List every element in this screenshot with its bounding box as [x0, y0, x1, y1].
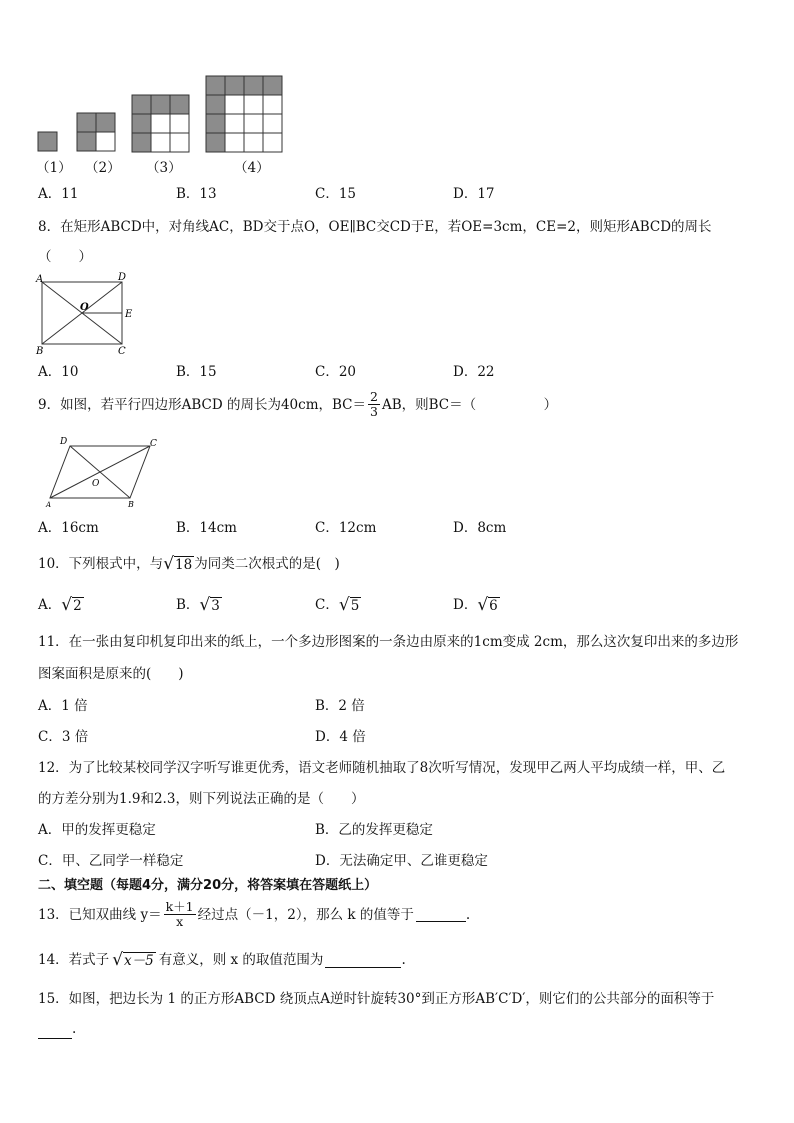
q10-option-a-radical: [61, 596, 83, 614]
q14-end: .: [401, 952, 406, 968]
q9-option-c[interactable]: C．12cm: [315, 520, 377, 536]
q13-frac-den: x: [176, 914, 184, 929]
q9-label-c: C: [150, 439, 157, 449]
q9-stem-post: AB，则BC＝（ ）: [381, 396, 558, 413]
q12-option-c[interactable]: C．甲、乙同学一样稳定: [38, 853, 184, 869]
q8-stem-line2: （ ）: [38, 249, 92, 265]
q9-frac-den: 3: [370, 404, 378, 419]
q12-option-a[interactable]: A．甲的发挥更稳定: [38, 822, 156, 838]
sqrt-icon: √: [112, 950, 124, 970]
q11-option-c[interactable]: C．3 倍: [38, 729, 89, 745]
q10-option-b[interactable]: [176, 595, 222, 615]
q8-label-o: O: [80, 302, 89, 313]
q10-option-a[interactable]: [38, 595, 84, 615]
q8-label-e: E: [125, 309, 133, 320]
sqrt-icon: √: [61, 595, 73, 615]
section-heading: 二、填空题（每题4分，满分20分，将答案填在答题纸上）: [38, 878, 378, 893]
sqrt-icon: √: [199, 595, 211, 615]
q14-stem: [38, 950, 406, 970]
q14-radical: [112, 951, 156, 969]
fig-label-4: （4）: [234, 160, 270, 176]
q7-option-d[interactable]: D．17: [453, 186, 495, 202]
q11-option-d[interactable]: D．4 倍: [315, 729, 366, 745]
sqrt-icon: √: [163, 554, 175, 574]
q13-stem-post: 经过点（－1，2），那么 k 的值等于: [197, 906, 414, 923]
pattern-4: [206, 76, 282, 152]
q9-fraction: [368, 390, 380, 419]
q10-option-c-radicand: 5: [350, 598, 360, 614]
q10-stem-post: 为同类二次根式的是( ): [194, 556, 340, 572]
q9-label-d: D: [60, 437, 68, 447]
q9-parallelogram-figure: [44, 434, 164, 508]
q8-option-c[interactable]: C．20: [315, 364, 357, 380]
q15-answer-blank[interactable]: [38, 1024, 72, 1039]
q8-label-b: B: [36, 346, 44, 357]
q9-option-b[interactable]: B．14cm: [176, 520, 237, 536]
q12-stem-line2: 的方差分别为1.9和2.3，则下列说法正确的是（ ）: [38, 791, 365, 807]
q10-option-b-radical: [199, 596, 221, 614]
q7-option-c[interactable]: C．15: [315, 186, 357, 202]
q10-radical: [163, 555, 194, 573]
q10-option-d-radical: [477, 596, 499, 614]
q10-radicand: 18: [175, 557, 193, 573]
q11-option-b[interactable]: B．2 倍: [315, 698, 365, 714]
q10-option-c-radical: [339, 596, 361, 614]
q8-rectangle-figure: [34, 272, 138, 358]
q11-stem-line1: 11．在一张由复印机复印出来的纸上，一个多边形图案的一条边由原来的1cm变成 2cm，那么这次复印出来的多边形: [38, 634, 739, 650]
sqrt-icon: √: [477, 595, 489, 615]
q12-option-d[interactable]: D．无法确定甲、乙谁更稳定: [315, 853, 488, 869]
q12-option-b[interactable]: B．乙的发挥更稳定: [315, 822, 433, 838]
q15-end: .: [72, 1021, 77, 1037]
q8-option-b[interactable]: B．15: [176, 364, 217, 380]
q8-option-a[interactable]: A．10: [38, 364, 79, 380]
q9-stem: [38, 390, 557, 419]
pattern-2: [77, 113, 115, 151]
sqrt-icon: √: [338, 595, 350, 615]
q13-stem: [38, 900, 470, 929]
q8-option-d[interactable]: D．22: [453, 364, 495, 380]
q15-answer-line: [38, 1019, 76, 1039]
q10-option-d-letter: D．: [453, 597, 478, 613]
q13-answer-blank[interactable]: [416, 907, 466, 922]
q10-option-a-letter: A．: [38, 597, 62, 613]
q10-option-d-radicand: 6: [489, 598, 498, 614]
q10-option-a-radicand: 2: [73, 598, 82, 614]
q15-stem-line1: 15．如图，把边长为 1 的正方形ABCD 绕顶点A逆时针旋转30°到正方形AB′C′D′，则它们的公共部分的面积等于: [38, 991, 715, 1007]
q10-stem: [38, 554, 340, 574]
q8-stem-line1: 8．在矩形ABCD中，对角线AC，BD交于点O，OE∥BC交CD于E，若OE=3cm，CE=2，则矩形ABCD的周长: [38, 219, 712, 235]
q10-option-b-radicand: 3: [211, 598, 220, 614]
q9-label-a: A: [46, 501, 52, 508]
q7-option-b[interactable]: B．13: [176, 186, 217, 202]
q9-label-b: B: [128, 500, 134, 508]
q11-option-a[interactable]: A．1 倍: [38, 698, 88, 714]
q13-frac-num: k＋1: [165, 899, 194, 914]
fig-label-2: （2）: [85, 160, 121, 176]
q8-label-d: D: [118, 272, 127, 283]
q11-stem-line2: 图案面积是原来的( ): [38, 666, 184, 682]
q10-option-d[interactable]: [453, 595, 500, 615]
q10-stem-pre: 10．下列根式中，与: [38, 556, 164, 572]
fig-label-3: （3）: [146, 160, 182, 176]
q13-stem-pre: 13．已知双曲线 y＝: [38, 906, 162, 923]
pattern-1: [38, 132, 57, 151]
q13-end: .: [465, 906, 471, 923]
q13-fraction: [164, 900, 196, 929]
q9-stem-pre: 9．如图，若平行四边形ABCD 的周长为40cm，BC＝: [38, 396, 366, 413]
q9-option-a[interactable]: A．16cm: [38, 520, 99, 536]
q10-option-c-letter: C．: [315, 597, 339, 613]
q9-option-d[interactable]: D．8cm: [453, 520, 507, 536]
q7-figure: [36, 74, 286, 156]
q14-answer-blank[interactable]: [325, 953, 401, 968]
q14-stem-post: 有意义，则 x 的取值范围为: [158, 952, 324, 968]
q9-label-o: O: [92, 479, 100, 489]
pattern-3: [132, 95, 189, 152]
q9-frac-num: 2: [370, 389, 378, 404]
q7-option-a[interactable]: A．11: [38, 186, 79, 202]
fig-label-1: （1）: [36, 160, 72, 176]
q14-stem-pre: 14．若式子: [38, 952, 110, 968]
q14-radicand: x－5: [124, 953, 154, 969]
q8-label-a: A: [36, 274, 44, 285]
q10-option-b-letter: B．: [176, 597, 200, 613]
q8-label-c: C: [118, 346, 126, 357]
q12-stem-line1: 12．为了比较某校同学汉字听写谁更优秀，语文老师随机抽取了8次听写情况，发现甲乙两人平均成绩一样，甲、乙: [38, 760, 726, 776]
q10-option-c[interactable]: [315, 595, 361, 615]
